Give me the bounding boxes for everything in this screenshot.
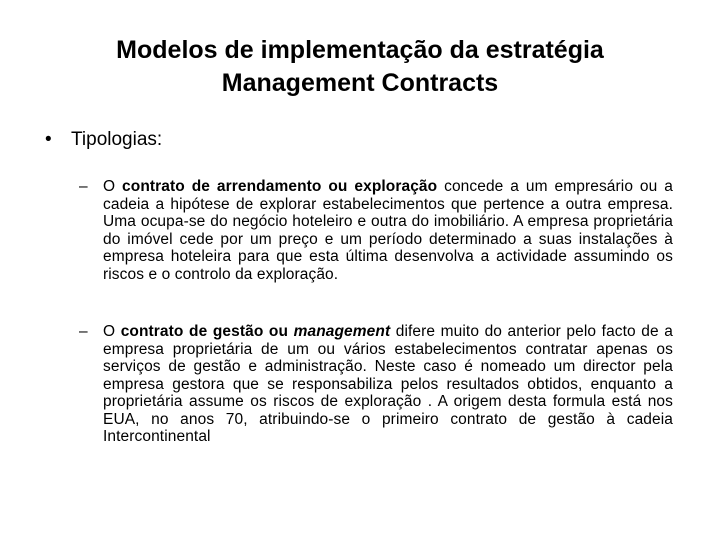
bullet-dot: • — [45, 129, 52, 150]
sub-bullet-dash: – — [79, 323, 88, 340]
sub-bullet-dash: – — [79, 178, 88, 195]
sub-bullet-body: concede a um empresário ou a cadeia a hipótese de explorar estabelecimentos que pertence a outra empresa. Uma ocupa-se do negócio hoteleiro e outra do imobiliário. A empresa proprietária do imóvel cede por um preço e um período determinado a suas instalações à empresa hoteleira para que esta última desenvolva a actividade assumindo os riscos e o controlo da exploração. — [103, 178, 673, 283]
slide-title — [40, 34, 680, 100]
slide-title-line-1: Modelos de implementação da estratégia — [116, 36, 604, 64]
sub-bullet-gestao — [79, 323, 673, 446]
slide-title-line-2: Management Contracts — [221, 69, 499, 97]
sub-bullet-prefix: O — [103, 323, 121, 340]
sub-bullet-body: difere muito do anterior pelo facto de a empresa proprietária de um ou vários estabelecimentos contratar apenas os serviços de gestão e administração. Neste caso é nomeado um director pela empresa gestora que se responsabiliza pelos resultados obtidos, enquanto a proprietária assume os riscos de exploração . A origem desta formula está nos EUA, no anos 70, atribuindo-se o primeiro contrato de gestão à cadeia Intercontinental — [103, 323, 673, 445]
bullet-tipologias — [45, 128, 162, 152]
bullet-label: Tipologias: — [71, 129, 163, 150]
sub-bullet-term: contrato de arrendamento ou exploração — [122, 178, 438, 195]
sub-bullet-term-italic: management — [293, 323, 391, 340]
sub-bullet-term: contrato de gestão ou — [120, 323, 294, 340]
sub-bullet-text — [103, 178, 673, 283]
sub-bullet-prefix: O — [103, 178, 123, 195]
sub-bullet-arrendamento — [79, 178, 673, 283]
sub-bullet-text — [103, 323, 673, 446]
